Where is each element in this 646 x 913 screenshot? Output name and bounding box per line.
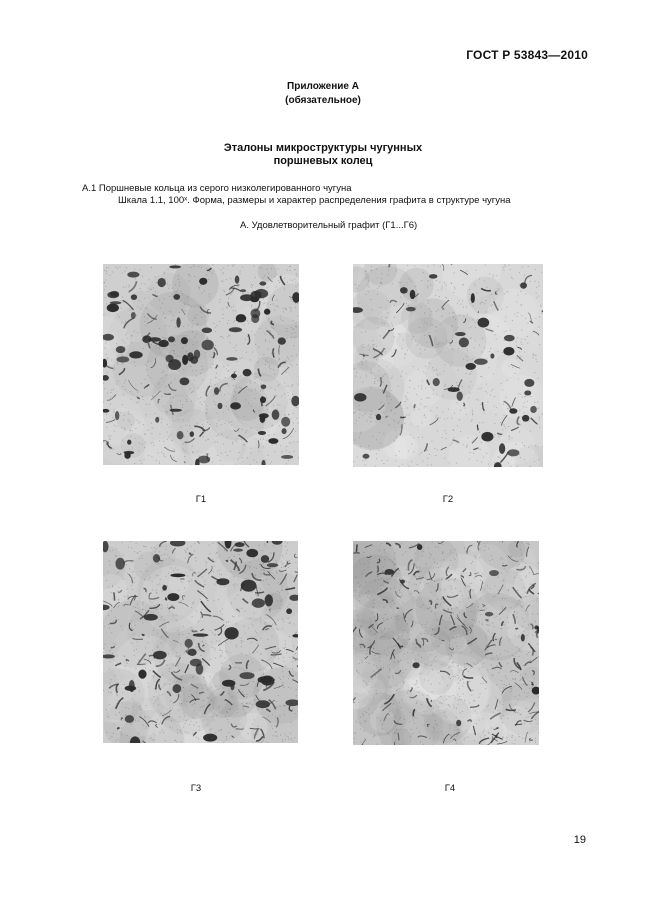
section-heading-line1: Эталоны микроструктуры чугунных: [223, 142, 423, 154]
subsection-label: А. Удовлетворительный графит (Г1...Г6): [240, 220, 418, 231]
micrograph-g1: [103, 264, 299, 465]
micrograph-g3: [103, 541, 298, 743]
section-heading-line2: поршневых колец: [273, 155, 373, 167]
paragraph-line2: Шкала 1.1, 100ˣ. Форма, размеры и характер распределения графита в структуре чугуна: [118, 195, 511, 206]
micrograph-g2: [353, 264, 543, 467]
page-number: 19: [573, 834, 586, 846]
figure-caption-g4: Г4: [444, 783, 456, 794]
document-header: ГОСТ Р 53843—2010: [466, 48, 588, 62]
annex-title: Приложение А: [287, 81, 359, 92]
figure-caption-g2: Г2: [442, 494, 454, 505]
paragraph-line1: А.1 Поршневые кольца из серого низколегированного чугуна: [82, 183, 352, 194]
figure-caption-g1: Г1: [195, 494, 207, 505]
figure-caption-g3: Г3: [190, 783, 202, 794]
annex-subtitle: (обязательное): [285, 95, 361, 106]
micrograph-g4: [353, 541, 539, 745]
